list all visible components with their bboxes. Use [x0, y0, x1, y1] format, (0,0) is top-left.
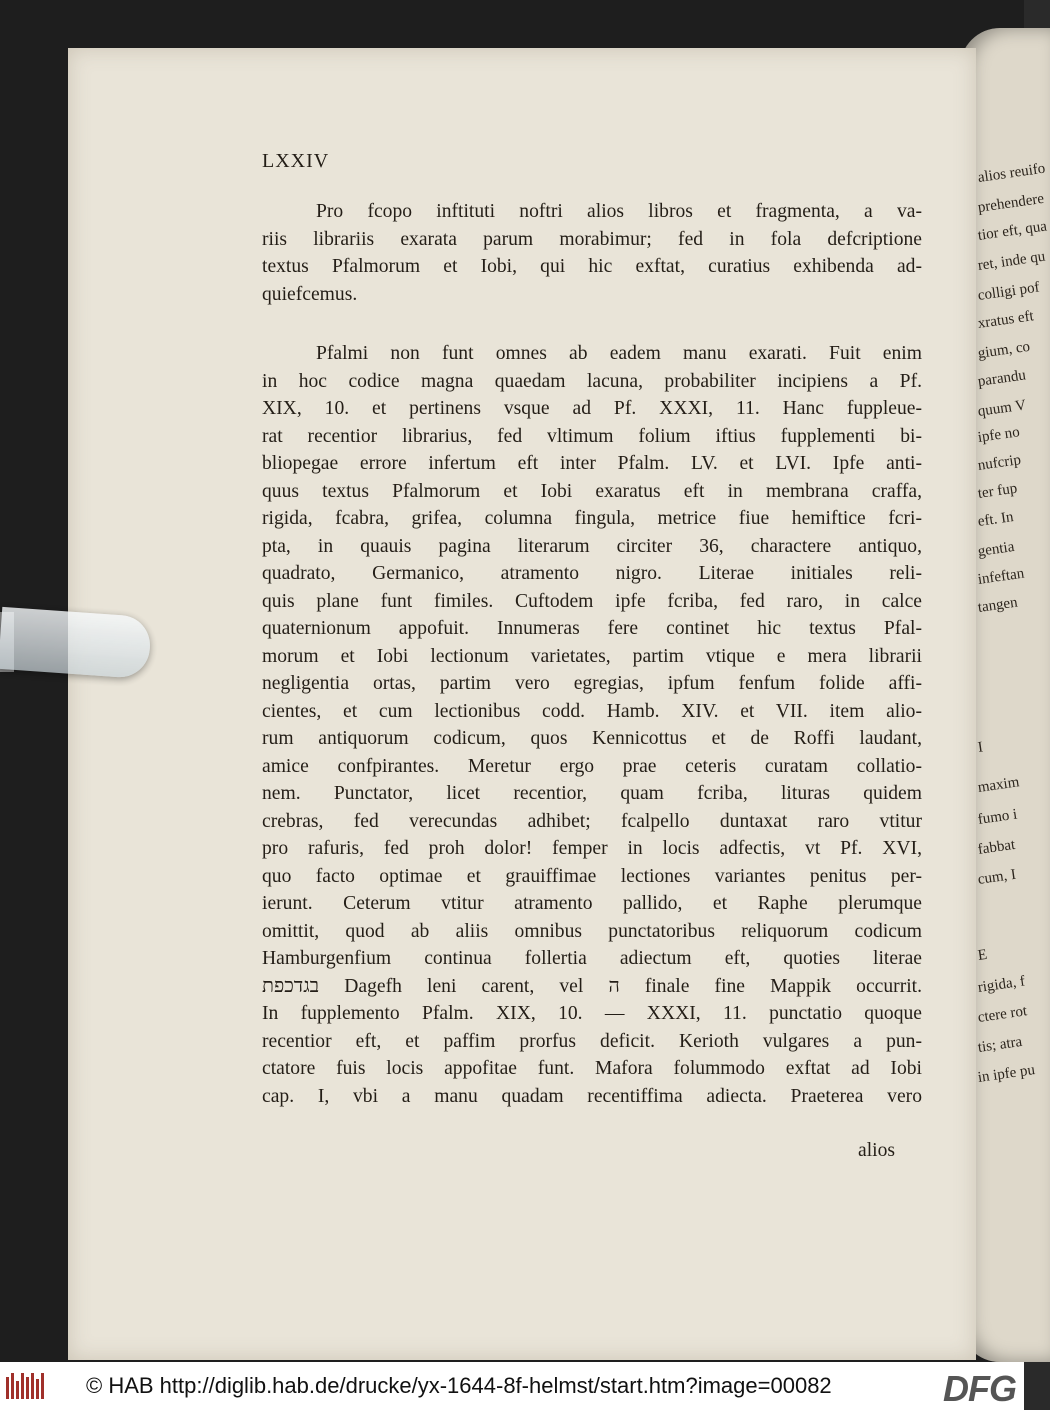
- facing-page-text-line: xratus eft: [976, 308, 1035, 332]
- facing-page-text-line: quum V: [976, 397, 1028, 420]
- text-line: omittit, quod ab aliis omnibus punctatoribus reliquorum codicum: [262, 920, 922, 942]
- text-line: Hamburgenfium continua follertia adiectum eft, quoties literae: [262, 948, 922, 969]
- text-line: In fupplemento Pfalm. XIX, 10. — XXXI, 11. punctatio quoque: [262, 1003, 922, 1024]
- facing-page-text-line: alios reuifo: [976, 160, 1047, 186]
- text-line: morum et Iobi lectionum varietates, partim vtique e mera librarii: [262, 645, 922, 667]
- facing-page-text-line: E: [976, 946, 989, 964]
- text-line: cap. I, vbi a manu quadam recentiffima adiecta. Praeterea vero: [262, 1085, 922, 1107]
- text-line: quiefcemus.: [262, 283, 358, 305]
- text-line: ierunt. Ceterum vtitur atramento pallido, et Raphe plerumque: [262, 893, 922, 914]
- text-line: textus Pfalmorum et Iobi, qui hic exftat, curatius exhibenda ad-: [262, 256, 922, 277]
- text-line: quadrato, Germanico, atramento nigro. Literae initiales reli-: [262, 563, 922, 584]
- catchword: alios: [858, 1140, 896, 1161]
- text-line: quis plane funt fimiles. Cuftodem ipfe fcriba, fed raro, in calce: [262, 590, 922, 612]
- text-line: rat recentior librarius, fed vltimum folium iftius fupplementi bi-: [262, 425, 922, 447]
- facing-page-text-line: maxim: [976, 774, 1021, 796]
- text-line: bliopegae errore infertum eft inter Pfalm. LV. et LVI. Ipfe anti-: [262, 453, 922, 474]
- facing-page-text-line: gium, co: [976, 338, 1032, 362]
- viewer-footer: [0, 1362, 1024, 1410]
- text-line: Pro fcopo inftituti noftri alios libros et fragmenta, a va-: [316, 201, 922, 222]
- facing-page-text-line: I: [976, 739, 984, 756]
- text-line: amice confpirantes. Meretur ergo prae ceteris curatam collatio-: [262, 755, 922, 777]
- hab-logo-icon: [6, 1373, 50, 1399]
- text-line: nem. Punctator, licet recentior, quam fcriba, lituras quidem: [262, 783, 922, 804]
- facing-page-text-line: rigida, f: [976, 973, 1027, 996]
- text-line: quo facto optimae et grauiffimae lectiones variantes penitus per-: [262, 865, 922, 887]
- paragraph-1: [262, 198, 922, 308]
- text-line: rum antiquorum codicum, quos Kennicottus et de Roffi laudant,: [262, 728, 922, 749]
- facing-page-text-line: ipfe no: [976, 424, 1021, 446]
- text-line: pta, in quauis pagina literarum circiter 36, charactere antiquo,: [262, 535, 922, 557]
- text-line: quus textus Pfalmorum et Iobi exaratus eft in membrana craffa,: [262, 480, 922, 502]
- text-line: cientes, et cum lectionibus codd. Hamb. XIV. et VII. item alio-: [262, 700, 922, 722]
- facing-page-text-line: nufcrip: [976, 452, 1022, 474]
- facing-page-text-line: parandu: [976, 367, 1027, 390]
- facing-page-text-line: ter fup: [976, 480, 1019, 502]
- facing-page-text-line: cum, I: [976, 866, 1017, 888]
- copyright-url-text[interactable]: © HAB http://diglib.hab.de/drucke/yx-1644-8f-helmst/start.htm?image=00082: [86, 1373, 832, 1398]
- text-line: recentior eft, et paffim prorfus deficit. Kerioth vulgares a pun-: [262, 1030, 922, 1052]
- text-line: XIX, 10. et pertinens vsque ad Pf. XXXI, 11. Hanc fuppleue-: [262, 398, 922, 419]
- facing-page-text-line: tis; atra: [976, 1033, 1024, 1056]
- facing-page-text-line: prehendere: [976, 190, 1046, 216]
- text-line: negligentia ortas, partim vero egregias, ipfum fenfum folide affi-: [262, 673, 922, 694]
- dfg-logo: DFG: [943, 1368, 1016, 1409]
- paragraph-2: [262, 340, 922, 1110]
- facing-page-text-line: in ipfe pu: [976, 1062, 1036, 1086]
- text-line: pro rafuris, fed proh dolor! femper in locis adfectis, vt Pf. XVI,: [262, 838, 922, 859]
- facing-page-text-line: fumo i: [976, 806, 1019, 828]
- facing-page-text-line: ctere rot: [976, 1003, 1029, 1026]
- text-line: crebras, fed verecundas adhibet; fcalpello duntaxat raro vtitur: [262, 810, 922, 832]
- text-line: quaternionum appofuit. Innumeras fere continet hic textus Pfal-: [262, 618, 922, 639]
- facing-page-text-line: eft. In: [976, 509, 1015, 530]
- facing-page-text-line: gentia: [976, 538, 1016, 560]
- facing-page-text-line: colligi pof: [976, 279, 1041, 304]
- facing-page-text-line: infeftan: [976, 565, 1026, 588]
- facing-page-text-line: ret, inde qu: [976, 248, 1047, 274]
- text-line: in hoc codice magna quaedam lacuna, probabiliter incipiens a Pf.: [262, 370, 922, 392]
- facing-page-text-line: tangen: [976, 594, 1019, 616]
- facing-page-text-line: tior eft, qua: [976, 218, 1048, 244]
- text-line: בגדכפת Dagefh leni carent, vel ה finale fine Mappik occurrit.: [262, 975, 923, 997]
- facing-page-text-line: fabbat: [976, 836, 1017, 858]
- text-line: rigida, fcabra, grifea, columna fingula, metrice fiue hemiftice fcri-: [262, 508, 922, 529]
- plastic-page-holder: [0, 607, 152, 679]
- page-header-numeral: LXXIV: [262, 150, 330, 172]
- text-line: Pfalmi non funt omnes ab eadem manu exarati. Fuit enim: [316, 343, 922, 364]
- text-line: ctatore fuis locis appofitae funt. Mafora folummodo exftat ad Iobi: [262, 1058, 922, 1079]
- text-line: riis librariis exarata parum morabimur; fed in fola defcriptione: [262, 228, 922, 250]
